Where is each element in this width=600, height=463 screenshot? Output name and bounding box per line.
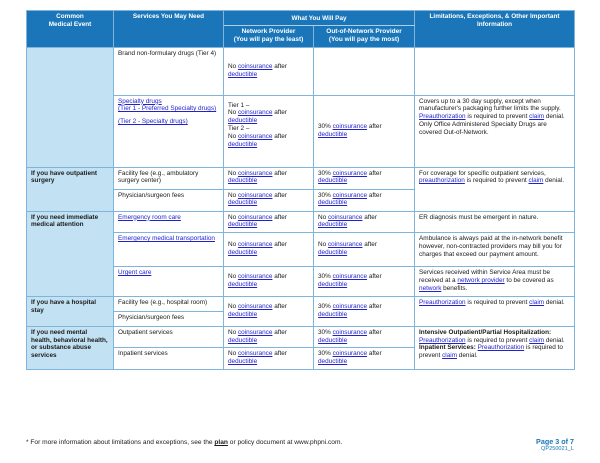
header-common-medical-event bbox=[27, 11, 114, 48]
network-cost-emergency-room: No coinsurance after deductible bbox=[224, 211, 314, 233]
service-emergency-room-care bbox=[114, 211, 224, 233]
term-link-deductible[interactable]: deductible bbox=[318, 177, 348, 185]
network-tier2-label: Tier 2 – bbox=[228, 125, 250, 133]
text-fragment[interactable]: (Tier 1 - Preferred bbox=[118, 105, 171, 113]
event-cell-hospital-stay: If you have a hospital stay bbox=[27, 296, 114, 326]
header-out-of-network-provider-line2: (You will pay the most) bbox=[328, 35, 400, 43]
limitations-specialty-drugs: Covers up to a 30 day supply, except when manufacturer's packaging further limits the supply. Preauthorization is required to prevent claim denial. Only Office Administered Specialty Drugs are covered Out-of-Network. bbox=[415, 95, 575, 167]
specialty-tier1-label bbox=[118, 105, 216, 112]
network-cost-hospital-stay: No coinsurance after deductible bbox=[224, 296, 314, 326]
out-of-network-cost-urgent-care: 30% coinsurance after deductible bbox=[314, 267, 415, 296]
term-link-coinsurance[interactable]: coinsurance bbox=[332, 350, 368, 358]
network-cost-brand-non-formulary bbox=[224, 47, 314, 95]
table-header bbox=[27, 11, 575, 48]
page-number: Page 3 of 7 bbox=[536, 437, 574, 446]
term-link-plan[interactable]: plan bbox=[214, 439, 228, 446]
header-network-provider-line1: Network Provider bbox=[241, 27, 296, 35]
footnote-suffix: or policy document at www.phpni.com. bbox=[227, 439, 343, 446]
service-urgent-care bbox=[114, 267, 224, 296]
table-row bbox=[27, 211, 575, 233]
header-out-of-network-provider-line1: Out-of-Network Provider bbox=[326, 27, 402, 35]
term-link-deductible[interactable]: deductible bbox=[228, 70, 258, 78]
term-link-claim[interactable]: claim bbox=[528, 177, 544, 185]
term-link-deductible[interactable]: deductible bbox=[318, 281, 348, 288]
term-link-coinsurance[interactable]: coinsurance bbox=[237, 62, 273, 70]
service-physician-surgeon-fees-outpatient: Physician/surgeon fees bbox=[114, 189, 224, 211]
footnote bbox=[26, 437, 342, 448]
term-link-deductible[interactable]: deductible bbox=[228, 336, 258, 344]
header-common-medical-event-line2: Medical Event bbox=[48, 20, 92, 28]
event-cell-immediate-medical-attention: If you need immediate medical attention bbox=[27, 211, 114, 296]
term-link-claim[interactable]: claim bbox=[442, 352, 458, 360]
network-tier1-label: Tier 1 – bbox=[228, 101, 250, 109]
service-emergency-medical-transportation bbox=[114, 233, 224, 267]
term-link-claim[interactable]: claim bbox=[529, 113, 545, 121]
header-limitations-exceptions bbox=[415, 11, 575, 48]
header-limitations-line1: Limitations, Exceptions, & Other Important bbox=[429, 13, 560, 20]
term-link-coinsurance[interactable]: coinsurance bbox=[332, 122, 368, 130]
table-row bbox=[27, 47, 575, 95]
term-link-deductible[interactable]: deductible bbox=[228, 310, 258, 318]
table-row bbox=[27, 296, 575, 311]
out-of-network-cost-hospital-stay: 30% coinsurance after deductible bbox=[314, 296, 415, 326]
term-link-coinsurance[interactable]: coinsurance bbox=[332, 191, 368, 199]
term-link-coinsurance[interactable]: coinsurance bbox=[332, 302, 368, 310]
term-link-coinsurance[interactable]: coinsurance bbox=[237, 132, 273, 140]
term-link-deductible[interactable]: deductible bbox=[318, 336, 348, 344]
summary-of-benefits-table bbox=[26, 10, 575, 370]
service-brand-non-formulary-drugs: Brand non-formulary drugs (Tier 4) bbox=[114, 47, 224, 95]
header-common-medical-event-line1: Common bbox=[56, 13, 84, 20]
term-link-deductible[interactable]: deductible bbox=[228, 199, 258, 207]
term-link-deductible[interactable]: deductible bbox=[228, 221, 258, 229]
service-specialty-drugs bbox=[114, 95, 224, 167]
event-cell-mental-health: If you need mental health, behavioral health, or substance abuse services bbox=[27, 326, 114, 369]
network-cost-outpatient-physician: No coinsurance after deductible bbox=[224, 189, 314, 211]
limitations-emergency-room: ER diagnosis must be emergent in nature. bbox=[415, 211, 575, 233]
term-link-coinsurance[interactable]: coinsurance bbox=[327, 213, 363, 221]
term-link-coinsurance[interactable]: coinsurance bbox=[332, 169, 368, 177]
term-link-coinsurance[interactable]: coinsurance bbox=[237, 191, 273, 199]
term-link-deductible[interactable]: deductible bbox=[228, 249, 258, 257]
service-inpatient-services: Inpatient services bbox=[114, 348, 224, 370]
footnote-prefix: * For more information about limitations and exceptions, see the bbox=[26, 439, 215, 446]
network-cost-emergency-transport: No coinsurance after deductible bbox=[224, 233, 314, 267]
term-link-coinsurance[interactable]: coinsurance bbox=[332, 328, 368, 336]
term-link-preauthorization[interactable]: preauthorization bbox=[419, 177, 465, 185]
term-link-emergency-room-care[interactable]: Emergency room care bbox=[118, 213, 181, 221]
network-cost-urgent-care: No coinsurance after deductible bbox=[224, 267, 314, 296]
limitations-mental-health-bold-2: Inpatient Services: bbox=[419, 344, 476, 352]
service-facility-fee-hospital-room: Facility fee (e.g., hospital room) bbox=[114, 296, 224, 311]
limitations-brand-non-formulary bbox=[415, 47, 575, 95]
text-fragment[interactable]: ) bbox=[214, 105, 217, 113]
limitations-hospital-stay: Preauthorization is required to prevent claim denial. bbox=[415, 296, 575, 326]
limitations-outpatient-surgery: For coverage for specific outpatient services, preauthorization is required to prevent claim denial. bbox=[415, 167, 575, 211]
limitations-urgent-care: Services received within Service Area must be received at a network provider to be covered as network benefits. bbox=[415, 267, 575, 296]
header-limitations-line2: Information bbox=[476, 20, 513, 28]
term-link-network-provider[interactable]: network provider bbox=[457, 277, 505, 285]
term-link-deductible[interactable]: deductible bbox=[228, 117, 258, 125]
event-cell-prescription-drugs bbox=[27, 47, 114, 167]
term-link-deductible[interactable]: deductible bbox=[318, 310, 348, 318]
term-link-deductible[interactable]: deductible bbox=[228, 358, 258, 366]
out-of-network-cost-mental-health-outpatient: 30% coinsurance after deductible bbox=[314, 326, 415, 348]
text-fragment: No bbox=[228, 62, 238, 70]
event-cell-outpatient-surgery: If you have outpatient surgery bbox=[27, 167, 114, 211]
term-link-deductible[interactable]: deductible bbox=[318, 358, 348, 366]
header-out-of-network-provider bbox=[314, 25, 415, 47]
term-link-specialty-drugs-tier1[interactable]: Specialty drugs bbox=[170, 105, 215, 113]
header-network-provider-line2: (You will pay the least) bbox=[233, 35, 304, 43]
term-link-urgent-care[interactable]: Urgent care bbox=[118, 269, 152, 277]
term-link-coinsurance[interactable]: coinsurance bbox=[332, 273, 368, 281]
limitations-emergency-transport: Ambulance is always paid at the in-network benefit however, non-contracted providers may bill you for charges that exceed our payment amount. bbox=[415, 233, 575, 267]
term-link-deductible[interactable]: deductible bbox=[318, 221, 348, 229]
document-id: QP250021_L bbox=[541, 446, 574, 452]
service-physician-surgeon-fees-hospital: Physician/surgeon fees bbox=[114, 311, 224, 326]
service-facility-fee-ambulatory: Facility fee (e.g., ambulatory surgery center) bbox=[114, 167, 224, 189]
header-services-you-may-need: Services You May Need bbox=[114, 11, 224, 48]
term-link-preauthorization[interactable]: Preauthorization bbox=[419, 336, 466, 344]
term-link-coinsurance[interactable]: coinsurance bbox=[327, 241, 363, 249]
term-link-preauthorization[interactable]: Preauthorization bbox=[419, 113, 466, 121]
term-link-coinsurance[interactable]: coinsurance bbox=[237, 241, 273, 249]
table-row bbox=[27, 326, 575, 348]
term-link-deductible[interactable]: deductible bbox=[318, 249, 348, 257]
term-link-deductible[interactable]: deductible bbox=[318, 199, 348, 207]
service-outpatient-services: Outpatient services bbox=[114, 326, 224, 348]
term-link-deductible[interactable]: deductible bbox=[228, 281, 258, 288]
sbc-table-container bbox=[26, 10, 574, 370]
term-link-coinsurance[interactable]: coinsurance bbox=[237, 109, 273, 117]
network-cost-specialty-drugs: Tier 1 – No coinsurance after deductible Tier 2 – No coinsurance after deductible bbox=[224, 95, 314, 167]
term-link-coinsurance[interactable]: coinsurance bbox=[237, 328, 273, 336]
term-link-specialty-drugs-tier2[interactable]: Specialty drugs bbox=[141, 118, 186, 126]
term-link-coinsurance[interactable]: coinsurance bbox=[237, 169, 273, 177]
table-body bbox=[27, 47, 575, 369]
term-link-deductible[interactable]: deductible bbox=[228, 177, 258, 185]
network-cost-mental-health-outpatient: No coinsurance after deductible bbox=[224, 326, 314, 348]
page-info bbox=[536, 437, 574, 453]
term-link-deductible[interactable]: deductible bbox=[318, 130, 348, 138]
out-of-network-cost-emergency-room: No coinsurance after deductible bbox=[314, 211, 415, 233]
term-link-coinsurance[interactable]: coinsurance bbox=[237, 302, 273, 310]
term-link-preauthorization[interactable]: Preauthorization bbox=[419, 298, 466, 306]
text-fragment[interactable]: (Tier 2 - bbox=[118, 118, 142, 126]
term-link-emergency-medical-transportation[interactable]: Emergency medical transportation bbox=[118, 235, 215, 243]
header-what-you-will-pay: What You Will Pay bbox=[224, 11, 415, 26]
term-link-deductible[interactable]: deductible bbox=[228, 140, 258, 148]
table-header-row-1 bbox=[27, 11, 575, 26]
term-link-network[interactable]: network bbox=[419, 284, 442, 292]
term-link-coinsurance[interactable]: coinsurance bbox=[237, 350, 273, 358]
text-fragment[interactable]: ) bbox=[185, 118, 188, 126]
term-link-claim[interactable]: claim bbox=[529, 298, 545, 306]
text-fragment: after bbox=[272, 62, 287, 70]
page-footer bbox=[26, 437, 574, 453]
out-of-network-cost-mental-health-inpatient: 30% coinsurance after deductible bbox=[314, 348, 415, 370]
table-row bbox=[27, 167, 575, 189]
out-of-network-cost-brand-non-formulary bbox=[314, 47, 415, 95]
limitations-mental-health-bold-1: Intensive Outpatient/Partial Hospitalization: bbox=[419, 328, 552, 336]
specialty-tier2-label bbox=[118, 118, 188, 125]
out-of-network-cost-specialty-drugs: 30% coinsurance after deductible bbox=[314, 95, 415, 167]
term-link-coinsurance[interactable]: coinsurance bbox=[237, 273, 273, 281]
out-of-network-cost-outpatient-physician: 30% coinsurance after deductible bbox=[314, 189, 415, 211]
header-network-provider bbox=[224, 25, 314, 47]
term-link-coinsurance[interactable]: coinsurance bbox=[237, 213, 273, 221]
term-link-claim[interactable]: claim bbox=[529, 336, 545, 344]
network-cost-mental-health-inpatient: No coinsurance after deductible bbox=[224, 348, 314, 370]
out-of-network-cost-outpatient-facility: 30% coinsurance after deductible bbox=[314, 167, 415, 189]
out-of-network-cost-emergency-transport: No coinsurance after deductible bbox=[314, 233, 415, 267]
term-link-preauthorization[interactable]: Preauthorization bbox=[477, 344, 525, 352]
network-cost-outpatient-facility: No coinsurance after deductible bbox=[224, 167, 314, 189]
limitations-mental-health: Intensive Outpatient/Partial Hospitalization: Preauthorization is required to prevent claim denial. Inpatient Services: Preauthorization is required to prevent claim denial. bbox=[415, 326, 575, 369]
term-link-specialty-drugs[interactable]: Specialty drugs bbox=[118, 97, 162, 105]
